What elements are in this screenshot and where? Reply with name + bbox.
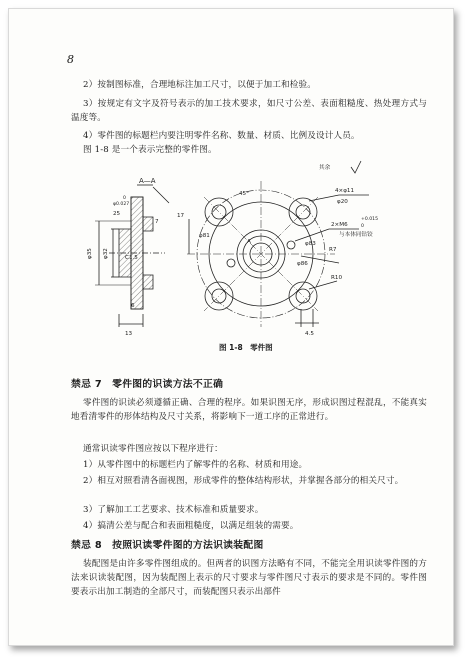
section-label: A—A	[139, 177, 156, 185]
label-a-mark: A	[247, 239, 251, 245]
section7-heading: 禁忌 7 零件图的识读方法不正确	[71, 379, 224, 390]
label-thread-note: 与本体同钻铰	[339, 232, 373, 238]
page-number: 8	[67, 53, 74, 66]
label-d86: φ86	[297, 261, 308, 267]
figure-caption: 图 1-8 零件图	[219, 343, 273, 352]
label-r7: R7	[329, 247, 337, 253]
section7-para-2: 通常识读零件图应按以下程序进行：	[83, 444, 223, 454]
label-r10: R10	[331, 275, 343, 281]
label-remaining: 其余	[319, 165, 331, 171]
label-dim-4-5: 4.5	[305, 331, 314, 337]
label-angle: 45°	[239, 191, 249, 197]
label-dim-13: 13	[125, 331, 133, 337]
label-dim-0: 0	[123, 196, 126, 201]
label-d32: φ32	[103, 248, 109, 259]
intro-item-4: 4）零件图的标题栏内要注明零件名称、数量、材质、比例及设计人员。	[83, 131, 360, 141]
label-hole-depth: φ20	[337, 199, 348, 205]
section7-step-1: 1）从零件图中的标题栏内了解零件的名称、材质和用途。	[83, 460, 308, 470]
section8-heading: 禁忌 8 按照识读零件图的方法识读装配图	[71, 540, 264, 551]
section7-step-3: 3）了解加工工艺要求、技术标准和质量要求。	[83, 505, 264, 515]
label-dim-6: 6	[131, 303, 135, 309]
part-drawing-figure	[69, 159, 429, 339]
label-small-holes: 2×M6	[331, 222, 348, 228]
label-holes: 4×φ11	[335, 188, 355, 194]
label-tol-upper: +0.015	[361, 217, 379, 222]
section7-para-1: 零件图的识读必须遵循正确、合理的程序。如果识图无序，形成识图过程混乱，不能真实地看清零件的形体结构及尺寸关系，将影响下一道工序的正常进行。	[71, 398, 427, 422]
section7-step-4: 4）搞清公差与配合和表面粗糙度，以满足组装的需要。	[83, 521, 299, 531]
label-d17: 17	[177, 213, 185, 219]
label-dim-027: φ0.027	[113, 202, 130, 207]
label-d35: φ35	[87, 248, 93, 259]
book-page	[8, 8, 454, 646]
label-d81: φ81	[199, 233, 210, 239]
intro-item-3: 3）按规定有文字及符号表示的加工技术要求，如尺寸公差、表面粗糙度、热处理方式与温度等。	[71, 99, 427, 123]
label-tol-lower: 0	[361, 224, 364, 229]
intro-item-2: 2）按制图标准，合理地标注加工尺寸，以便于加工和检验。	[83, 80, 316, 90]
label-c15: C1.5	[125, 255, 138, 261]
label-d83: φ83	[305, 241, 316, 247]
figure-intro: 图 1-8 是一个表示完整的零件图。	[83, 145, 217, 155]
section8-para: 装配图是由许多零件图组成的。但两者的识图方法略有不同，不能完全用识读零件图的方法来识读装配图，因为装配图上表示的尺寸要求与零件图尺寸表示的要求是不同的。零件图要表示出加工制造的全部尺寸，而装配图只表示出部件	[71, 559, 427, 597]
label-dim-25: 25	[113, 211, 121, 217]
section7-step-2: 2）相互对照看清各面视图，形成零件的整体结构形状，并掌握各部分的相关尺寸。	[83, 476, 404, 486]
label-dim-7: 7	[155, 219, 159, 225]
